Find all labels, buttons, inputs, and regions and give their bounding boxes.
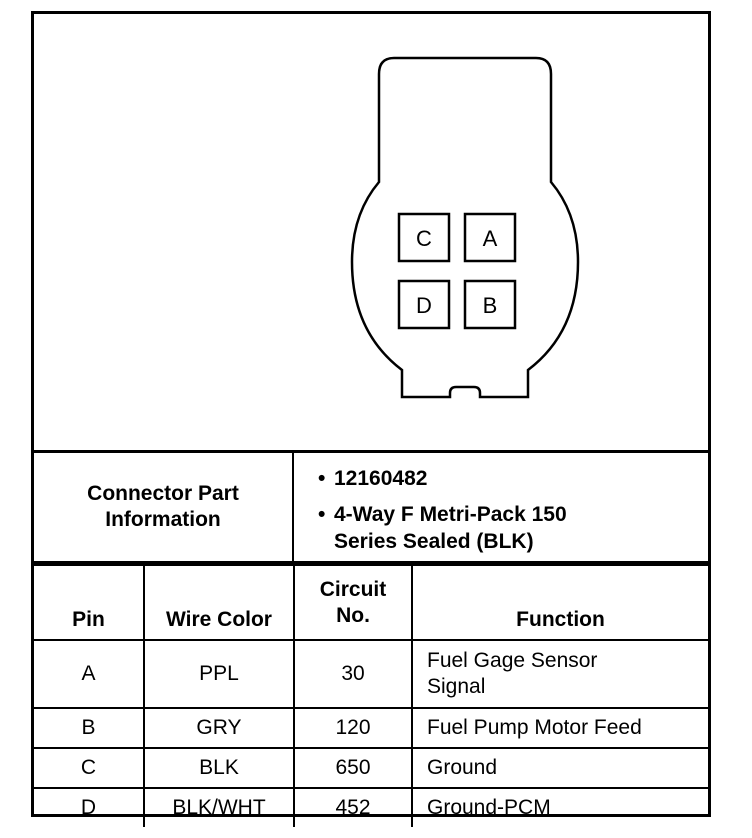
pin-cell: A — [34, 640, 144, 708]
function-line1: Fuel Gage Sensor — [427, 649, 598, 672]
pinout-table — [34, 564, 708, 827]
function-line2: Signal — [427, 675, 486, 698]
wire-color-cell: BLK/WHT — [144, 788, 294, 827]
pin-cavity-c — [399, 214, 449, 261]
header-circuit-no — [294, 565, 412, 640]
bullet: • — [318, 467, 326, 490]
circuit-cell: 120 — [294, 708, 412, 748]
circuit-cell: 452 — [294, 788, 412, 827]
part-number-item — [318, 465, 428, 492]
connector-description-line1: 4-Way F Metri-Pack 150 — [334, 503, 567, 526]
table-row — [34, 640, 708, 708]
header-wire-color: Wire Color — [144, 565, 294, 640]
pin-cavity-d — [399, 281, 449, 328]
pin-cavity-c-label: C — [416, 226, 432, 251]
part-info-label — [34, 453, 294, 561]
pin-cavity-b — [465, 281, 515, 328]
connector-part-info — [34, 453, 708, 564]
part-number: 12160482 — [334, 467, 428, 490]
part-info-details — [294, 453, 708, 561]
header-circuit-line2: No. — [336, 603, 370, 627]
pin-cavity-a-label: A — [482, 226, 498, 251]
pin-cavity-b-label: B — [482, 293, 498, 318]
function-cell: Ground — [412, 748, 708, 788]
wire-color-cell: PPL — [144, 640, 294, 708]
circuit-cell: 30 — [294, 640, 412, 708]
pin-cell: D — [34, 788, 144, 827]
connector-description-item — [318, 501, 567, 555]
header-circuit-line1: Circuit — [319, 577, 387, 601]
function-cell: Ground-PCM — [412, 788, 708, 827]
table-header-row — [34, 565, 708, 640]
pin-cavity-d-label: D — [416, 293, 432, 318]
part-info-label-line1: Connector Part — [87, 482, 239, 505]
connector-sheet — [31, 11, 711, 817]
connector-description-line2: Series Sealed (BLK) — [334, 530, 534, 553]
function-cell: Fuel Pump Motor Feed — [412, 708, 708, 748]
bullet: • — [318, 503, 326, 526]
header-function: Function — [412, 565, 708, 640]
connector-diagram — [34, 14, 708, 453]
part-info-label-line2: Information — [105, 508, 221, 531]
wire-color-cell: GRY — [144, 708, 294, 748]
connector-face-drawing — [34, 14, 708, 450]
function-cell — [412, 640, 708, 708]
wire-color-cell: BLK — [144, 748, 294, 788]
header-pin: Pin — [34, 565, 144, 640]
table-row — [34, 748, 708, 788]
circuit-cell: 650 — [294, 748, 412, 788]
pin-cell: B — [34, 708, 144, 748]
pin-cell: C — [34, 748, 144, 788]
table-row — [34, 788, 708, 827]
pin-cavity-a — [465, 214, 515, 261]
table-row — [34, 708, 708, 748]
